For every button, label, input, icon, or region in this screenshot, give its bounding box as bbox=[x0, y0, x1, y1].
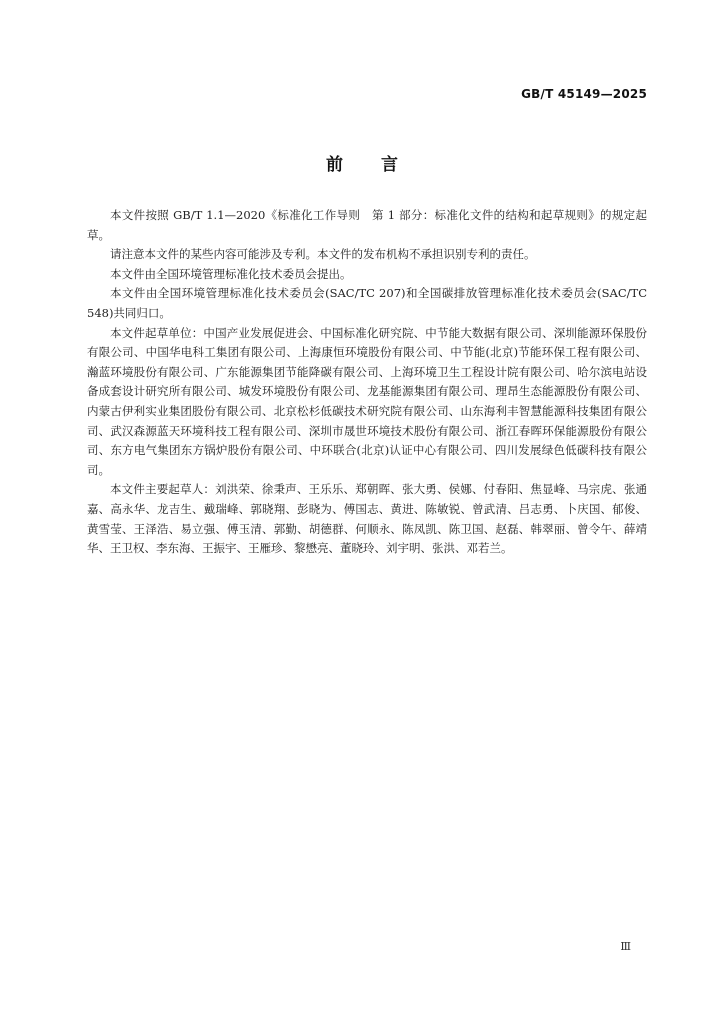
paragraph-administered-by: 本文件由全国环境管理标准化技术委员会(SAC/TC 207)和全国碳排放管理标准化技术委员会(SAC/TC 548)共同归口。 bbox=[87, 286, 647, 320]
page-number: Ⅲ bbox=[620, 940, 631, 953]
paragraph-patent-notice: 请注意本文件的某些内容可能涉及专利。本文件的发布机构不承担识别专利的责任。 bbox=[110, 247, 536, 262]
standard-number: GB/T 45149—2025 bbox=[521, 87, 647, 101]
page-title: 前言 bbox=[326, 155, 436, 175]
foreword-body bbox=[87, 206, 647, 559]
paragraph-drafting-organizations: 本文件起草单位：中国产业发展促进会、中国标准化研究院、中节能大数据有限公司、深圳能源环保股份有限公司、中国华电科工集团有限公司、上海康恒环境股份有限公司、中节能(北京)节能环保工程有限公司、瀚蓝环境股份有限公司、广东能源集团节能降碳有限公司、上海环境卫生工程设计院有限公司、哈尔滨电站设备成套设计研究所有限公司、城发环境股份有限公司、龙基能源集团有限公司、理昂生态能源股份有限公司、内蒙古伊利实业集团股份有限公司、北京松杉低碳技术研究院有限公司、山东海利丰智慧能源科技集团有限公司、武汉森源蓝天环境科技工程有限公司、深圳市晟世环境技术股份有限公司、浙江春晖环保能源股份有限公司、东方电气集团东方锅炉股份有限公司、中环联合(北京)认证中心有限公司、四川发展绿色低碳科技有限公司。 bbox=[87, 325, 647, 477]
paragraph-drafting-rules: 本文件按照 GB/T 1.1—2020《标准化工作导则 第 1 部分：标准化文件的结构和起草规则》的规定起草。 bbox=[87, 208, 647, 242]
paragraph-proposed-by: 本文件由全国环境管理标准化技术委员会提出。 bbox=[110, 266, 352, 281]
paragraph-drafters: 本文件主要起草人：刘洪荣、徐秉声、王乐乐、郑朝晖、张大勇、侯娜、付春阳、焦显峰、马宗虎、张通嘉、高永华、龙吉生、戴瑞峰、郭晓翔、彭晓为、傅国志、黄进、陈敏锐、曾武清、吕志勇、卜庆国、郁俊、黄雪莹、王泽浩、易立强、傅玉清、郭勤、胡德群、何顺永、陈凤凯、陈卫国、赵磊、韩翠丽、曾令午、薛靖华、王卫权、李东海、王振宇、王雁珍、黎懋亮、董晓玲、刘宇明、张洪、邓若兰。 bbox=[87, 482, 647, 556]
